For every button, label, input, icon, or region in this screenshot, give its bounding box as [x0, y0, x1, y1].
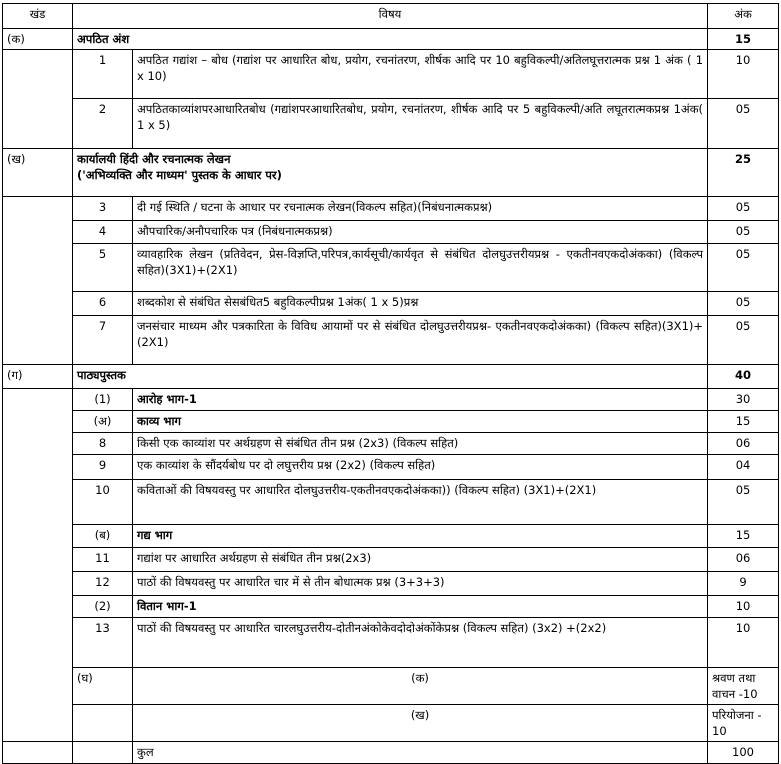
section-title-main: कार्यालयी हिंदी और रचनात्मक लेखन	[77, 152, 231, 166]
section-title: अपठित अंश	[73, 29, 708, 50]
section-label: (ग)	[3, 365, 73, 389]
question-number: 9	[73, 455, 133, 480]
section-c-row	[3, 365, 779, 389]
section-marks: 25	[708, 149, 779, 197]
table-row	[3, 316, 779, 365]
subsection-title: गद्य भाग	[133, 525, 708, 548]
subsection-number: (क)	[133, 668, 708, 705]
question-text: औपचारिक/अनौपचारिक पत्र (निबंधनात्मकप्रश्न)	[133, 221, 708, 244]
section-label: (क)	[3, 29, 73, 50]
question-marks: 05	[708, 292, 779, 316]
question-text: अपठितकाव्यांशपरआधारितबोध (गद्यांशपरआधारितबोध, प्रयोग, रचनांतरण, शीर्षक आदि पर 5 बहुविकल्पी/अति लघूतरात्मकप्रश्न 1अंक( 1 x 5)	[133, 99, 708, 149]
subsection-number: (ख)	[133, 705, 708, 742]
question-text: अपठित गद्यांश – बोध (गद्यांश पर आधारित बोध, प्रयोग, रचनांतरण, शीर्षक आदि पर 10 बहुविकल्पी/अतिलघूत्तरात्मक प्रश्न 1 अंक ( 1 x 10)	[133, 50, 708, 99]
subsection-number: (ब)	[73, 525, 133, 548]
subsection-number: (2)	[73, 596, 133, 618]
table-row	[3, 292, 779, 316]
question-number: 5	[73, 244, 133, 292]
question-text: परियोजना - 10	[708, 705, 779, 742]
header-section: खंड	[3, 4, 73, 29]
question-text: किसी एक काव्यांश पर अर्थग्रहण से संबंधित तीन प्रश्न (2x3) (विकल्प सहित)	[133, 433, 708, 455]
question-number: 2	[73, 99, 133, 149]
subsection-row	[3, 596, 779, 618]
subsection-title: काव्य भाग	[133, 411, 708, 433]
table-row	[3, 548, 779, 572]
question-marks: 10	[708, 50, 779, 99]
table-row	[3, 705, 779, 742]
question-marks: 05	[708, 316, 779, 365]
empty-cell	[3, 197, 73, 365]
subsection-number: (1)	[73, 389, 133, 411]
question-number: 8	[73, 433, 133, 455]
empty-cell	[3, 742, 73, 764]
section-label: (घ)	[73, 668, 133, 705]
subsection-marks: 15	[708, 525, 779, 548]
empty-cell	[3, 50, 73, 149]
question-text: शब्दकोश से संबंधित सेसबंधित5 बहुविकल्पीप्रश्न 1अंक( 1 x 5)प्रश्न	[133, 292, 708, 316]
subsection-row	[3, 389, 779, 411]
table-row	[3, 197, 779, 221]
question-marks: 10	[708, 618, 779, 668]
subsection-marks: 10	[708, 596, 779, 618]
question-text: जनसंचार माध्यम और पत्रकारिता के विविध आयामों पर से संबंधित दोलघुउत्तरीयप्रश्न- एकतीनवएकदोअंकका) (विकल्प सहित)(3X1)+(2X1)	[133, 316, 708, 365]
table-row	[3, 244, 779, 292]
question-marks: 05	[708, 197, 779, 221]
question-number: 6	[73, 292, 133, 316]
question-number: 10	[73, 480, 133, 525]
question-text: पाठों की विषयवस्तु पर आधारित चारलघुउत्तरीय-दोतीनअंकोकेवदोदोअंकोंकेप्रश्न (विकल्प सहित) (3x2) +(2x2)	[133, 618, 708, 668]
empty-cell	[73, 705, 133, 742]
section-b-row	[3, 149, 779, 197]
header-row	[3, 4, 779, 29]
question-marks: 05	[708, 99, 779, 149]
question-text: दी गई स्थिति / घटना के आधार पर रचनात्मक लेखन(विकल्प सहित)(निबंधनात्मकप्रश्न)	[133, 197, 708, 221]
question-marks: 05	[708, 480, 779, 525]
section-title: पाठ्यपुस्तक	[73, 365, 708, 389]
question-text: पाठों की विषयवस्तु पर आधारित चार में से तीन बोधात्मक प्रश्न (3+3+3)	[133, 572, 708, 596]
question-number: 13	[73, 618, 133, 668]
question-number: 7	[73, 316, 133, 365]
question-number: 4	[73, 221, 133, 244]
question-marks: 9	[708, 572, 779, 596]
table-row	[3, 99, 779, 149]
question-number: 1	[73, 50, 133, 99]
total-row	[3, 742, 779, 764]
subsection-row	[3, 525, 779, 548]
table-row	[3, 221, 779, 244]
section-title-sub: ('अभिव्यक्ति और माध्यम' पुस्तक के आधार पर)	[77, 168, 282, 182]
question-number: 3	[73, 197, 133, 221]
section-d-row	[3, 668, 779, 705]
question-text: एक काव्यांश के सौंदर्यबोध पर दो लघुत्तरीय प्रश्न (2x2) (विकल्प सहित)	[133, 455, 708, 480]
question-marks: 05	[708, 221, 779, 244]
section-title	[73, 149, 708, 197]
section-marks: 15	[708, 29, 779, 50]
question-text: व्यावहारिक लेखन (प्रतिवेदन, प्रेस-विज्ञप्ति,परिपत्र,कार्यसूची/कार्यवृत से संबंधित दोलघुउत्तरीयप्रश्न - एकतीनवएकदोअंकका) (विकल्प सहित)(3X1)+(2X1)	[133, 244, 708, 292]
subsection-marks: 30	[708, 389, 779, 411]
question-text: गद्यांश पर आधारित अर्थग्रहण से संबंधित तीन प्रश्न(2x3)	[133, 548, 708, 572]
subsection-row	[3, 411, 779, 433]
question-marks: 06	[708, 433, 779, 455]
table-row	[3, 572, 779, 596]
subsection-title: वितान भाग-1	[133, 596, 708, 618]
subsection-title: आरोह भाग-1	[133, 389, 708, 411]
total-marks: 100	[708, 742, 779, 764]
total-label: कुल	[133, 742, 708, 764]
subsection-marks: 15	[708, 411, 779, 433]
question-number: 12	[73, 572, 133, 596]
empty-cell	[73, 742, 133, 764]
question-marks: 06	[708, 548, 779, 572]
header-topic: विषय	[73, 4, 708, 29]
table-row	[3, 455, 779, 480]
table-row	[3, 433, 779, 455]
table-row	[3, 480, 779, 525]
section-marks: 40	[708, 365, 779, 389]
section-label: (ख)	[3, 149, 73, 197]
table-row	[3, 618, 779, 668]
question-text: श्रवण तथा वाचन -10	[708, 668, 779, 705]
subsection-number: (अ)	[73, 411, 133, 433]
table-row	[3, 50, 779, 99]
question-marks: 04	[708, 455, 779, 480]
section-a-row	[3, 29, 779, 50]
question-marks: 05	[708, 244, 779, 292]
header-marks: अंक	[708, 4, 779, 29]
question-text: कविताओं की विषयवस्तु पर आधारित दोलघुउत्तरीय-एकतीनवएकदोअंकका)) (विकल्प सहित) (3X1)+(2X1)	[133, 480, 708, 525]
marks-distribution-table	[2, 3, 779, 764]
empty-cell	[3, 389, 73, 742]
question-number: 11	[73, 548, 133, 572]
